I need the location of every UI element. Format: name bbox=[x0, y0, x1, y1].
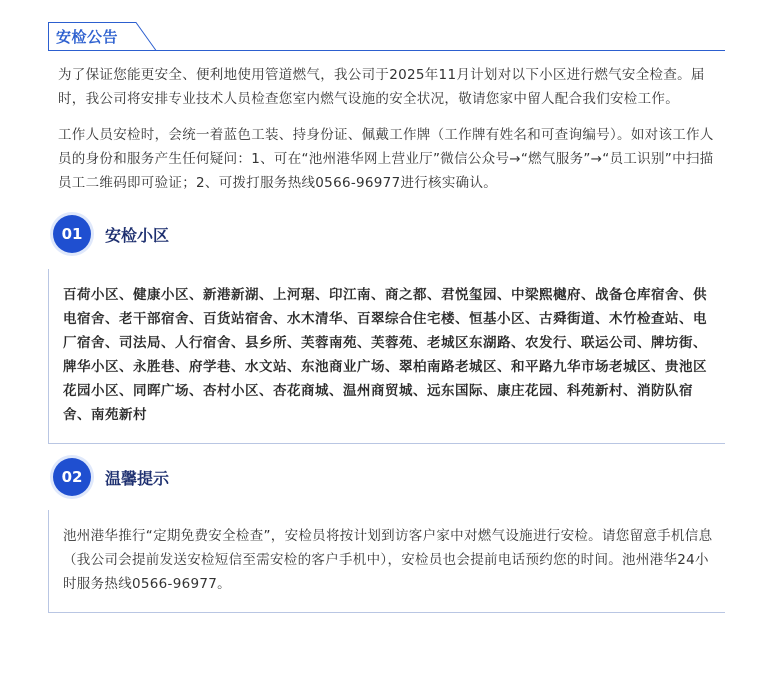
section-title: 安检小区 bbox=[105, 226, 170, 245]
tips-text: 池州港华推行“定期免费安全检查”，安检员将按计划到访客户家中对燃气设施进行安检。请您留意手机信息（我公司会提前发送安检短信至需安检的客户手机中），安检员也会提前电话预约您的时间。池州港华24小时服务热线0566-96977。 bbox=[63, 528, 713, 592]
section-header-communities bbox=[48, 215, 725, 255]
section-header-tips bbox=[48, 458, 725, 498]
section-number-badge: 02 bbox=[53, 458, 91, 496]
notice-page bbox=[48, 22, 725, 613]
communities-list: 百荷小区、健康小区、新港新湖、上河琚、印江南、商之都、君悦玺园、中梁熙樾府、战备仓库宿舍、供电宿舍、老干部宿舍、百货站宿舍、水木清华、百翠综合住宅楼、恒基小区、古舜街道、木竹检查站、电厂宿舍、司法局、人行宿舍、县乡所、芙蓉南苑、芙蓉苑、老城区东湖路、农发行、联运公司、牌坊街、牌华小区、永胜巷、府学巷、水文站、东池商业广场、翠柏南路老城区、和平路九华市场老城区、贵池区花园小区、同晖广场、杏村小区、杏花商城、温州商贸城、远东国际、康庄花园、科苑新村、消防队宿舍、南苑新村 bbox=[63, 287, 707, 423]
notice-tab-title: 安检公告 bbox=[56, 28, 119, 46]
notice-paragraph-2: 工作人员安检时，会统一着蓝色工装、持身份证、佩戴工作牌（工作牌有姓名和可查询编号）。如对该工作人员的身份和服务产生任何疑问：1、可在“池州港华网上营业厅”微信公众号→“燃气服务”→“员工识别”中扫描员工二维码即可验证；2、可拨打服务热线0566-96977进行核实确认。 bbox=[58, 127, 714, 191]
notice-paragraph-1: 为了保证您能更安全、便利地使用管道燃气，我公司于2025年11月计划对以下小区进行燃气安全检查。届时，我公司将安排专业技术人员检查您室内燃气设施的安全状况，敬请您家中留人配合我们安检工作。 bbox=[58, 67, 705, 107]
tips-box bbox=[48, 510, 725, 613]
notice-header bbox=[48, 22, 725, 51]
header-divider bbox=[48, 50, 725, 51]
communities-box bbox=[48, 269, 725, 444]
section-number-badge: 01 bbox=[53, 215, 91, 253]
section-title: 温馨提示 bbox=[105, 469, 170, 488]
